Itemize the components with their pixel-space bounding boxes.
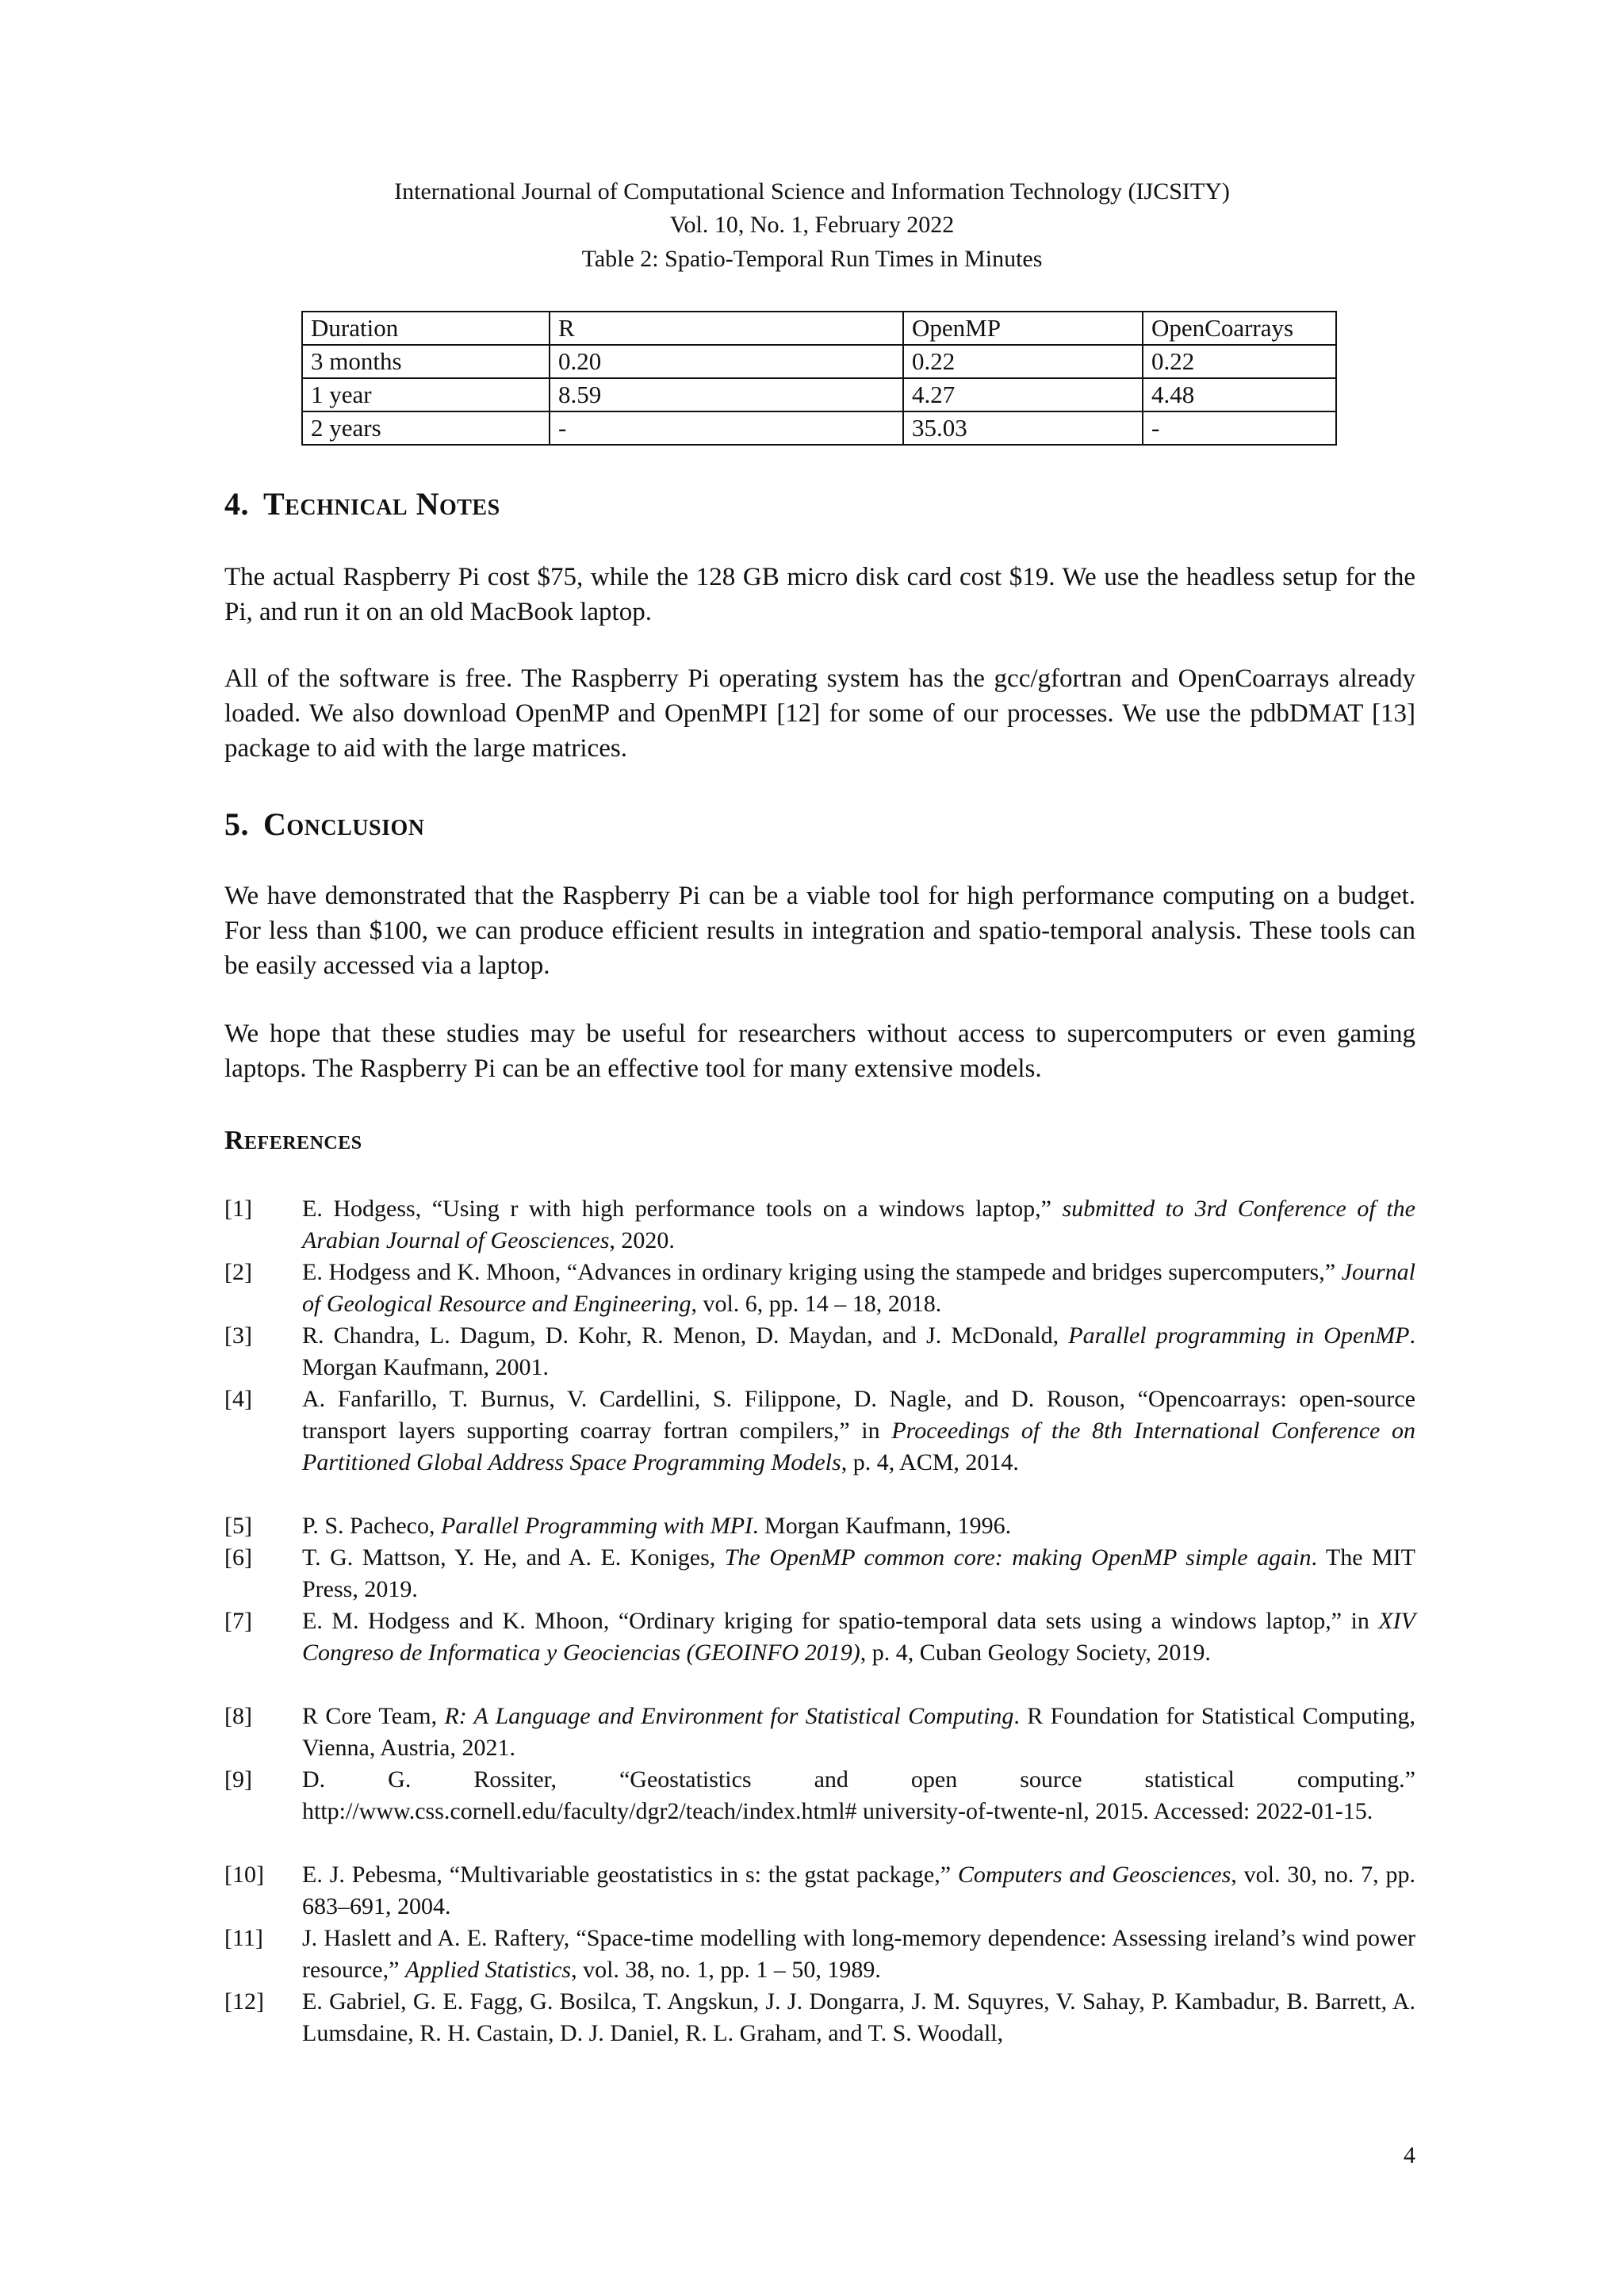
table-header-cell: R <box>550 312 903 345</box>
paragraph: The actual Raspberry Pi cost $75, while the 128 GB micro disk card cost $19. We use the headless setup for the Pi, and run it on an old MacBook laptop. <box>224 563 1415 626</box>
references-heading: References <box>224 1126 362 1155</box>
reference-text: E. Hodgess and K. Mhoon, “Advances in ordinary kriging using the stampede and bridges supercomputers,” Journal of Geological Resource and Engineering, vol. 6, pp. 14 – 18, 2018. <box>302 1259 1415 1317</box>
reference-text: R. Chandra, L. Dagum, D. Kohr, R. Menon, D. Maydan, and J. McDonald, Parallel programming in OpenMP. Morgan Kaufmann, 2001. <box>302 1322 1416 1380</box>
reference-text: A. Fanfarillo, T. Burnus, V. Cardellini, S. Filippone, D. Nagle, and D. Rouson, “Opencoarrays: open-source transport layers supporting coarray fortran compilers,” in Proceedings of the 8th International Conference on Partitioned Global Address Space Programming Models, p. 4, ACM, 2014. <box>302 1386 1415 1475</box>
reference-number: [3] <box>224 1322 252 1349</box>
page-number: 4 <box>1404 2142 1415 2168</box>
table-caption: Table 2: Spatio-Temporal Run Times in Minutes <box>581 246 1043 272</box>
section-heading-conclusion <box>224 806 424 844</box>
reference-text: P. S. Pacheco, Parallel Programming with MPI. Morgan Kaufmann, 1996. <box>302 1513 1012 1539</box>
reference-number: [9] <box>224 1766 252 1793</box>
paragraph: We have demonstrated that the Raspberry Pi can be a viable tool for high performance computing on a budget. For less than $100, we can produce efficient results in integration and spatio-temporal analysis. These tools can be easily accessed via a laptop. <box>224 882 1415 980</box>
reference-number: [8] <box>224 1703 252 1729</box>
table-header-cell: OpenCoarrays <box>1143 312 1336 345</box>
reference-number: [12] <box>224 1988 264 2015</box>
table-row <box>302 411 1336 445</box>
reference-text: J. Haslett and A. E. Raftery, “Space-time modelling with long-memory dependence: Assessing ireland’s wind power resource,” Applied Statistics, vol. 38, no. 1, pp. 1 – 50, 1989. <box>302 1925 1415 1983</box>
volume-header: Vol. 10, No. 1, February 2022 <box>669 212 955 238</box>
section-number: 5. <box>224 806 249 842</box>
table-header-cell: Duration <box>302 312 550 345</box>
table-cell: 1 year <box>302 378 550 411</box>
reference-number: [7] <box>224 1608 252 1634</box>
journal-header: International Journal of Computational Science and Information Technology (IJCSITY) <box>394 178 1230 205</box>
table-cell: 8.59 <box>550 378 903 411</box>
reference-number: [10] <box>224 1862 264 1888</box>
runtime-table <box>301 311 1337 446</box>
table-row <box>302 378 1336 411</box>
section-heading-technical-notes <box>224 485 500 523</box>
section-title: Technical Notes <box>263 486 500 522</box>
reference-text: E. Gabriel, G. E. Fagg, G. Bosilca, T. Angskun, J. J. Dongarra, J. M. Squyres, V. Sahay, P. Kambadur, B. Barrett, A. Lumsdaine, R. H. Castain, D. J. Daniel, R. L. Graham, and T. S. Woodall, <box>302 1988 1415 2046</box>
reference-number: [11] <box>224 1925 263 1951</box>
table-header-cell: OpenMP <box>903 312 1143 345</box>
table-cell: 4.48 <box>1143 378 1336 411</box>
reference-number: [6] <box>224 1544 252 1571</box>
table-cell: 0.20 <box>550 345 903 378</box>
table-cell: 4.27 <box>903 378 1143 411</box>
table-cell: 3 months <box>302 345 550 378</box>
reference-text: E. J. Pebesma, “Multivariable geostatistics in s: the gstat package,” Computers and Geosciences, vol. 30, no. 7, pp. 683–691, 2004. <box>302 1862 1415 1919</box>
section-title: Conclusion <box>263 806 425 842</box>
reference-text: E. Hodgess, “Using r with high performance tools on a windows laptop,” submitted to 3rd Conference of the Arabian Journal of Geosciences, 2020. <box>302 1196 1415 1253</box>
table-cell: - <box>1143 411 1336 445</box>
reference-text: R Core Team, R: A Language and Environment for Statistical Computing. R Foundation for Statistical Computing, Vienna, Austria, 2021. <box>302 1703 1415 1761</box>
table-cell: 0.22 <box>903 345 1143 378</box>
reference-text: D. G. Rossiter, “Geostatistics and open source statistical computing.” http://www.css.cornell.edu/faculty/dgr2/teach/index.html# university-of-twente-nl, 2015. Accessed: 2022-01-15. <box>302 1766 1415 1824</box>
table-cell: 35.03 <box>903 411 1143 445</box>
reference-text: T. G. Mattson, Y. He, and A. E. Koniges, The OpenMP common core: making OpenMP simple again. The MIT Press, 2019. <box>302 1544 1416 1602</box>
reference-number: [1] <box>224 1196 252 1222</box>
table-cell: 2 years <box>302 411 550 445</box>
table-header-row <box>302 312 1336 345</box>
table-cell: - <box>550 411 903 445</box>
section-number: 4. <box>224 486 249 522</box>
paragraph: We hope that these studies may be useful for researchers without access to supercomputers or even gaming laptops. The Raspberry Pi can be an effective tool for many extensive models. <box>224 1020 1415 1083</box>
reference-number: [5] <box>224 1513 252 1539</box>
paragraph: All of the software is free. The Raspberry Pi operating system has the gcc/gfortran and OpenCoarrays already loaded. We also download OpenMP and OpenMPI [12] for some of our processes. We use the pdbDMAT [13] package to aid with the large matrices. <box>224 664 1415 763</box>
reference-number: [4] <box>224 1386 252 1412</box>
reference-number: [2] <box>224 1259 252 1285</box>
reference-text: E. M. Hodgess and K. Mhoon, “Ordinary kriging for spatio-temporal data sets using a windows laptop,” in XIV Congreso de Informatica y Geociencias (GEOINFO 2019), p. 4, Cuban Geology Society, 2019. <box>302 1608 1415 1666</box>
table-cell: 0.22 <box>1143 345 1336 378</box>
table-row <box>302 345 1336 378</box>
